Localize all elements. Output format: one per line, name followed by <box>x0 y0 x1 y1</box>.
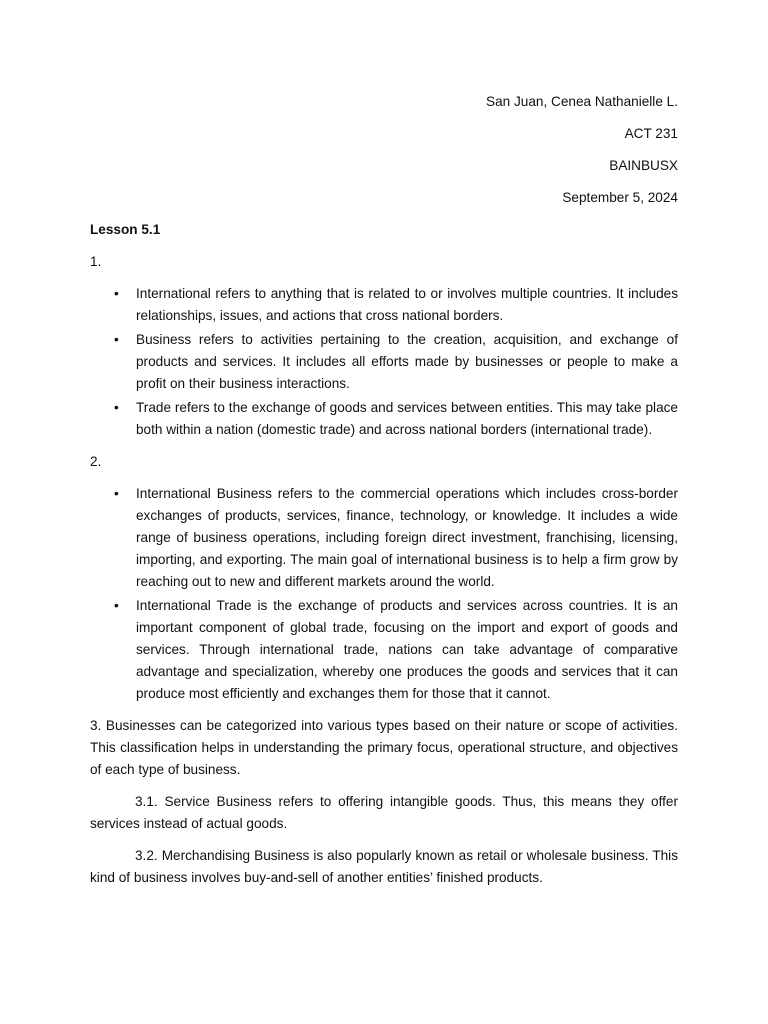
question-1-list <box>90 283 678 441</box>
document-page <box>90 91 678 899</box>
student-name: San Juan, Cenea Nathanielle L. <box>486 94 678 109</box>
question-3-item-2: 3.2. Merchandising Business is also popularly known as retail or wholesale business. This kind of business involves buy-and-sell of another entities’ finished products. <box>90 848 678 885</box>
bullet-icon: • <box>114 286 119 301</box>
question-1-number: 1. <box>90 254 102 269</box>
list-item: • Business refers to activities pertaining to the creation, acquisition, and exchange of products and services. It includes all efforts made by businesses or people to make a profit on their business interactions. <box>90 329 678 395</box>
list-item: • International Business refers to the commercial operations which includes cross-border exchanges of products, services, finance, technology, or knowledge. It includes a wide range of business operations, including foreign direct investment, franchising, licensing, importing, and exporting. The main goal of international business is to help a firm grow by reaching out to new and different markets around the world. <box>90 483 678 593</box>
bullet-icon: • <box>114 400 119 415</box>
list-item: • International refers to anything that is related to or involves multiple countries. It includes relationships, issues, and actions that cross national borders. <box>90 283 678 327</box>
bullet-icon: • <box>114 598 119 613</box>
question-3-intro: 3. Businesses can be categorized into various types based on their nature or scope of activities. This classification helps in understanding the primary focus, operational structure, and objectives of each type of business. <box>90 718 678 777</box>
course-code: ACT 231 <box>624 126 678 141</box>
bullet-icon: • <box>114 332 119 347</box>
lesson-title: Lesson 5.1 <box>90 222 161 237</box>
question-2-list <box>90 483 678 705</box>
question-2-number: 2. <box>90 454 102 469</box>
subject-code: BAINBUSX <box>609 158 678 173</box>
question-3-item-1: 3.1. Service Business refers to offering intangible goods. Thus, this means they offer services instead of actual goods. <box>90 794 678 831</box>
list-item: • Trade refers to the exchange of goods and services between entities. This may take place both within a nation (domestic trade) and across national borders (international trade). <box>90 397 678 441</box>
document-date: September 5, 2024 <box>562 190 678 205</box>
list-item: • International Trade is the exchange of products and services across countries. It is an important component of global trade, focusing on the import and export of goods and services. Through international trade, nations can take advantage of comparative advantage and specialization, whereby one produces the goods and services that it can produce most efficiently and exchanges them for those that it cannot. <box>90 595 678 705</box>
bullet-icon: • <box>114 486 119 501</box>
